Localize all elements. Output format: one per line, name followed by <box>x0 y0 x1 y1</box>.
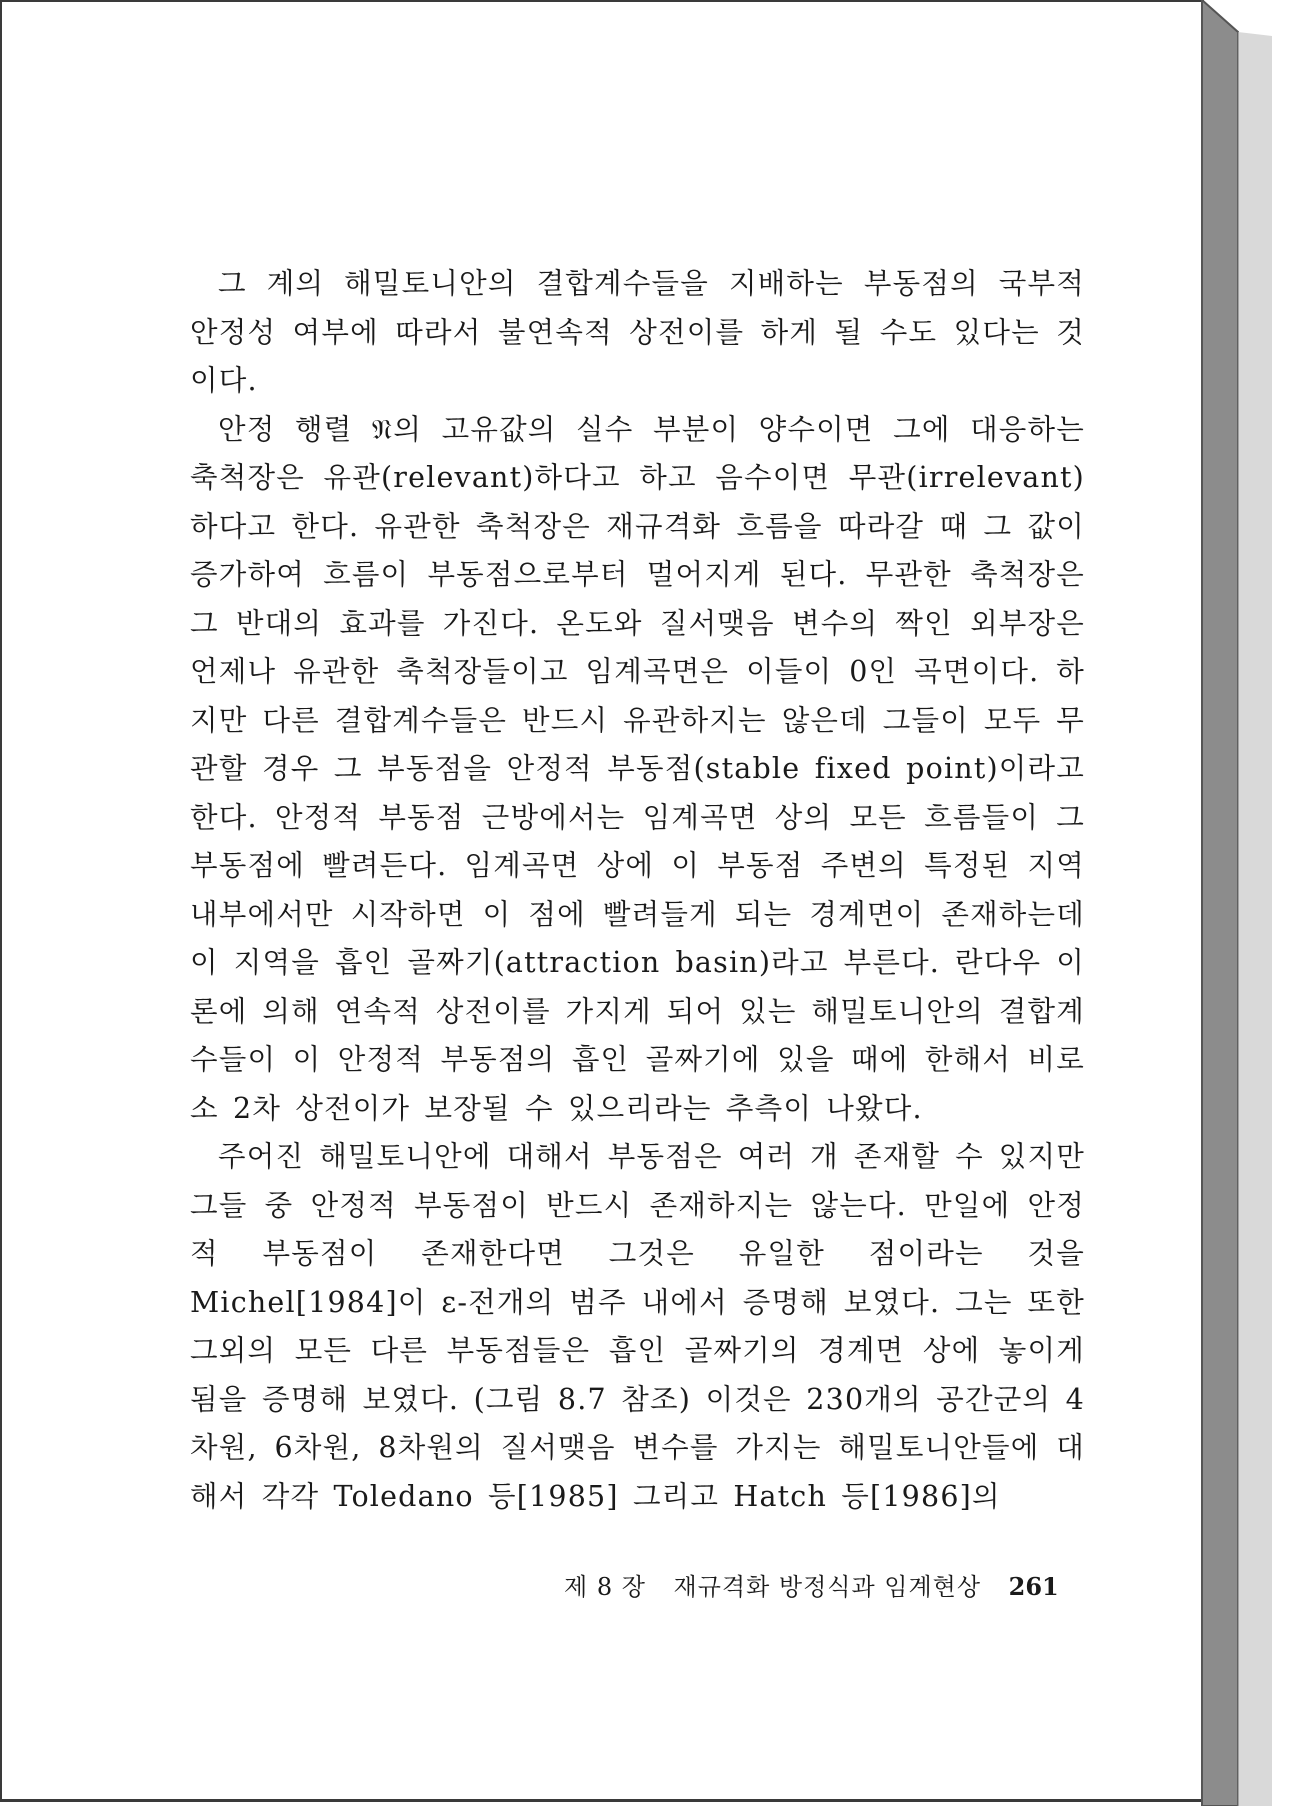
body-text <box>190 260 1085 1521</box>
page-number: 261 <box>1008 1572 1059 1601</box>
running-footer <box>564 1567 1059 1602</box>
paragraph-3: 주어진 해밀토니안에 대해서 부동점은 여러 개 존재할 수 있지만 그들 중 안정적 부동점이 반드시 존재하지는 않는다. 만일에 안정적 부동점이 존재한다면 그것은 유일한 점이라는 것을 Michel[1984]이 ε-전개의 범주 내에서 증명해 보였다. 그는 또한 그외의 모든 다른 부동점들은 흡인 골짜기의 경계면 상에 놓이게 됨을 증명해 보였다. (그림 8.7 참조) 이것은 230개의 공간군의 4차원, 6차원, 8차원의 질서맺음 변수를 가지는 해밀토니안들에 대해서 각각 Toledano 등[1985] 그리고 Hatch 등[1986]의 <box>190 1140 1085 1513</box>
paragraph-1: 그 계의 해밀토니안의 결합계수들을 지배하는 부동점의 국부적 안정성 여부에 따라서 불연속적 상전이를 하게 될 수도 있다는 것이다. <box>190 267 1085 397</box>
footer-chapter-title: 재규격화 방정식과 임계현상 <box>673 1573 982 1601</box>
paragraph-2: 안정 행렬 𝔑의 고유값의 실수 부분이 양수이면 그에 대응하는 축척장은 유관(relevant)하다고 하고 음수이면 무관(irrelevant)하다고 한다. 유관한 축척장은 재규격화 흐름을 따라갈 때 그 값이 증가하여 흐름이 부동점으로부터 멀어지게 된다. 무관한 축척장은 그 반대의 효과를 가진다. 온도와 질서맺음 변수의 짝인 외부장은 언제나 유관한 축척장들이고 임계곡면은 이들이 0인 곡면이다. 하지만 다른 결합계수들은 반드시 유관하지는 않은데 그들이 모두 무관할 경우 그 부동점을 안정적 부동점(stable fixed point)이라고 한다. 안정적 부동점 근방에서는 임계곡면 상의 모든 흐름들이 그 부동점에 빨려든다. 임계곡면 상에 이 부동점 주변의 특정된 지역 내부에서만 시작하면 이 점에 빨려들게 되는 경계면이 존재하는데 이 지역을 흡인 골짜기(attraction basin)라고 부른다. 란다우 이론에 의해 연속적 상전이를 가지게 되어 있는 해밀토니안의 결합계수들이 이 안정적 부동점의 흡인 골짜기에 있을 때에 한해서 비로소 2차 상전이가 보장될 수 있으리라는 추측이 나왔다. <box>190 412 1085 1125</box>
footer-chapter: 제 8 장 <box>564 1573 646 1601</box>
